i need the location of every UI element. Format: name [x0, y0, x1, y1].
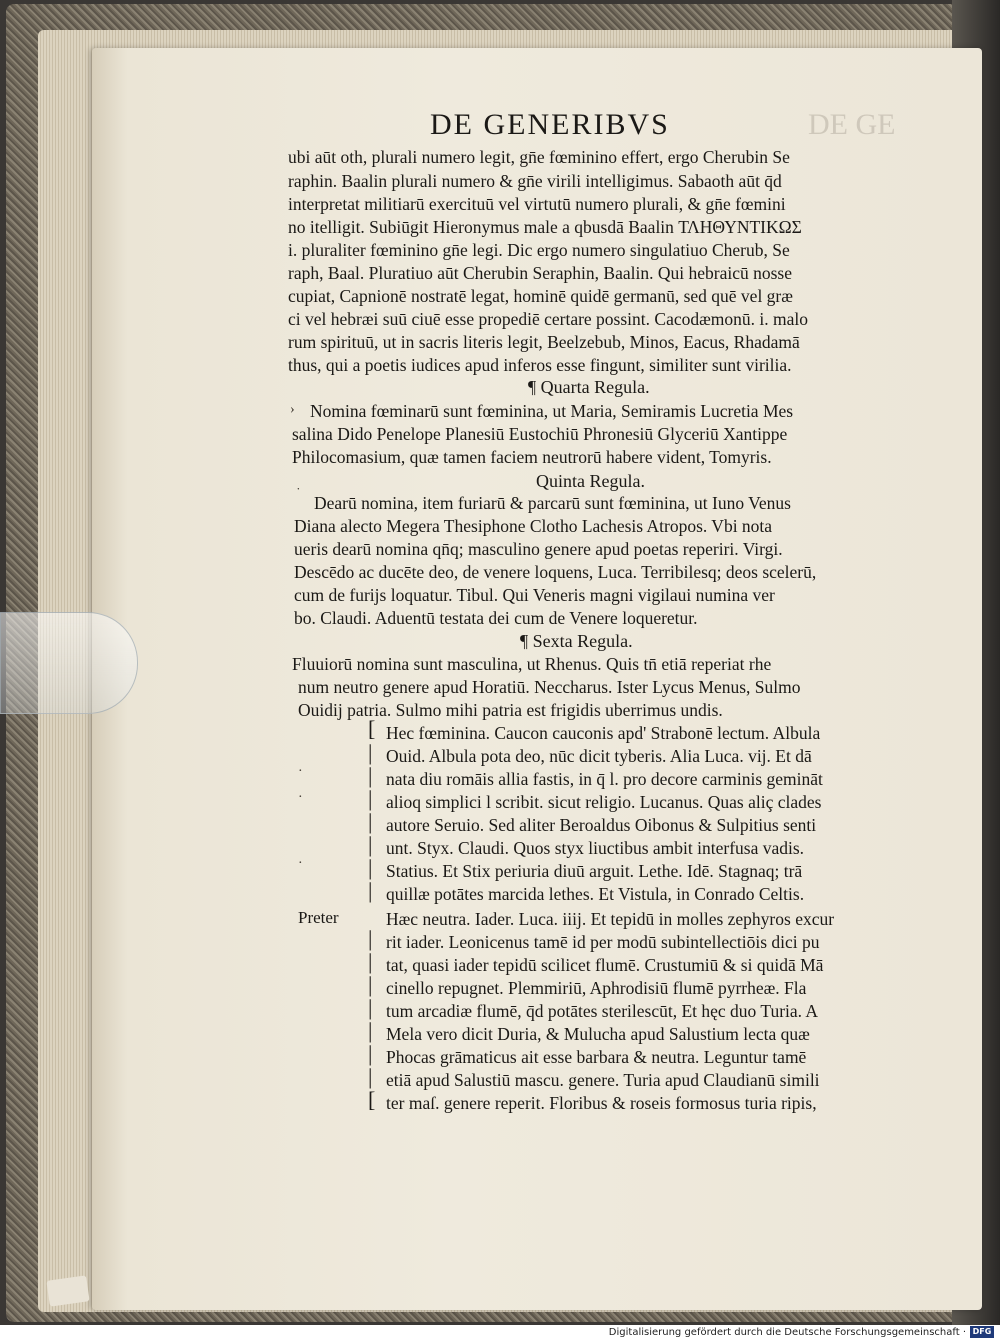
text-line: cum de furijs loquatur. Tibul. Qui Veneris magni vigilaui numina ver — [294, 585, 775, 605]
brace-mark: | — [368, 1064, 373, 1089]
text-line: Statius. Et Stix periuria diuū arguit. Lethe. Idē. Stagnaq; trā — [386, 861, 803, 881]
text-line: Fluuiorū nomina sunt masculina, ut Rhenus. Quis tn̄ etiā reperiat rhe — [292, 654, 772, 674]
text-line: Philocomasium, quæ tamen faciem neutrorū habere vident, Tomyris. — [292, 447, 772, 467]
text-line: quillæ potātes marcida lethes. Et Vistula, in Conrado Celtis. — [386, 884, 805, 904]
text-line: Diana alecto Megera Thesiphone Clotho Lachesis Atropos. Vbi nota — [294, 516, 773, 536]
text-line: i. pluraliter fœminino gn̄e legi. Dic ergo numero singulatiuo Cherub, Se — [288, 240, 790, 260]
brace-mark: | — [368, 786, 373, 811]
margin-mark: ˙ — [296, 486, 301, 501]
text-line: ter maſ. genere reperit. Floribus & roseis formosus turia ripis, — [386, 1093, 817, 1113]
dfg-logo: DFG — [970, 1326, 994, 1338]
brace-mark: | — [368, 763, 373, 788]
text-line: cinello repugnet. Plemmiriū, Aphrodisiū flumē pyrrheæ. Fla — [386, 978, 807, 998]
plastic-clip — [0, 612, 138, 714]
text-line: raphin. Baalin plurali numero & gn̄e virili intelligimus. Sabaoth aūt q̄d — [288, 171, 782, 191]
text-line: tum arcadiæ flumē, q̄d potātes sterilescūt, Et hęc duo Turia. A — [386, 1001, 819, 1021]
brace-mark: | — [368, 878, 373, 903]
text-line: Nomina fœminarū sunt fœminina, ut Maria, Semiramis Lucretia Mes — [310, 401, 794, 421]
running-head: DE GENERIBVS — [430, 108, 670, 141]
text-line: alioq simplici l scribit. sicut religio. Lucanus. Quas aliç clades — [386, 792, 822, 812]
rule-heading: ¶ Sexta Regula. — [520, 631, 633, 651]
marginal-word: Preter — [298, 908, 339, 927]
text-line: Ouid. Albula pota deo, nūc dicit tyberis. Alia Luca. vij. Et dā — [386, 746, 812, 766]
show-through-text: DE GE — [808, 108, 896, 141]
brace-mark: | — [368, 809, 373, 834]
brace-mark: [ — [368, 1087, 376, 1112]
text-line: num neutro genere apud Horatiū. Neccharus. Ister Lycus Menus, Sulmo — [298, 677, 801, 697]
brace-mark: [ — [368, 716, 376, 741]
brace-mark: | — [368, 1041, 373, 1066]
text-line: bo. Claudi. Aduentū testata dei cum de Venere loqueretur. — [294, 608, 698, 628]
text-line: rum spirituū, ut in sacris literis legit, Beelzebub, Minos, Eacus, Rhadamā — [288, 332, 800, 352]
footer-credit: Digitalisierung gefördert durch die Deutsche Forschungsgemeinschaft · — [608, 1327, 966, 1338]
text-line: Phocas grāmaticus ait esse barbara & neutra. Leguntur tamē — [386, 1047, 807, 1067]
rule-heading: ¶ Quarta Regula. — [528, 377, 650, 397]
brace-mark: | — [368, 972, 373, 997]
brace-mark: | — [368, 855, 373, 880]
text-line: etiā apud Salustiū mascu. genere. Turia apud Claudianū simili — [386, 1070, 820, 1090]
text-line: Dearū nomina, item furiarū & parcarū sunt fœminina, ut Iuno Venus — [314, 493, 791, 513]
text-line: Mela vero dicit Duria, & Mulucha apud Salustium lecta quæ — [386, 1024, 810, 1044]
text-line: Hæc neutra. Iader. Luca. iiij. Et tepidū in molles zephyros excur — [386, 909, 835, 929]
text-line: ci vel hebræi suū ciuē esse propediē certare possint. Cacodæmonū. i. malo — [288, 309, 809, 329]
text-line: rit iader. Leonicenus tamē id per modū subintellectiōis dici pu — [386, 932, 820, 952]
text-line: unt. Styx. Claudi. Quos styx liuctibus ambit interfusa vadis. — [386, 838, 805, 858]
text-line: cupiat, Capnionē nostratē legat, hominē quidē germanū, sed quē vel græ — [288, 286, 793, 306]
margin-mark: · — [298, 790, 303, 805]
text-line: ueris dearū nomina qn̄q; masculino genere apud poetas reperiri. Virgi. — [294, 539, 783, 559]
text-line: Hec fœminina. Caucon cauconis apd' Strabonē lectum. Albula — [386, 723, 821, 743]
text-line: autore Seruio. Sed aliter Beroaldus Oibonus & Sulpitius senti — [386, 815, 817, 835]
brace-mark: | — [368, 949, 373, 974]
rule-heading: Quinta Regula. — [536, 471, 645, 491]
margin-mark: · — [298, 764, 303, 779]
margin-mark: › — [290, 402, 295, 417]
margin-mark: · — [298, 856, 303, 871]
text-line: salina Dido Penelope Planesiū Eustochiū Phronesiū Glyceriū Xantippe — [292, 424, 788, 444]
brace-mark: | — [368, 1018, 373, 1043]
text-line: interpretat militiarū exercituū vel virtutū numero plurali, & gn̄e fœmini — [288, 194, 786, 214]
page-tab — [46, 1275, 89, 1306]
text-line: tat, quasi iader tepidū scilicet flumē. Crustumiū & si quidā Mā — [386, 955, 824, 975]
brace-mark: | — [368, 926, 373, 951]
text-line: raph, Baal. Pluratiuo aūt Cherubin Seraphin, Baalin. Qui hebraicū nosse — [288, 263, 792, 283]
text-line: Ouidij patria. Sulmo mihi patria est frigidis uberrimus undis. — [298, 700, 723, 720]
text-line: nata diu romāis allia fastis, in q̄ l. pro decore carminis gemināt — [386, 769, 823, 789]
text-line: ubi aūt oth, plurali numero legit, gn̄e fœminino effert, ergo Cherubin Se — [288, 147, 790, 167]
brace-mark: | — [368, 832, 373, 857]
text-line: thus, qui a poetis iudices apud inferos esse fingunt, similiter sunt virilia. — [288, 355, 792, 375]
brace-mark: | — [368, 740, 373, 765]
text-line: no itelligit. Subiūgit Hieronymus male a qbusdā Baalin ΤΛΗΘΥΝΤΙΚΩΣ — [288, 217, 802, 237]
text-line: Descēdo ac ducēte deo, de venere loquens, Luca. Terribilesq; deos scelerū, — [294, 562, 817, 582]
brace-mark: | — [368, 995, 373, 1020]
